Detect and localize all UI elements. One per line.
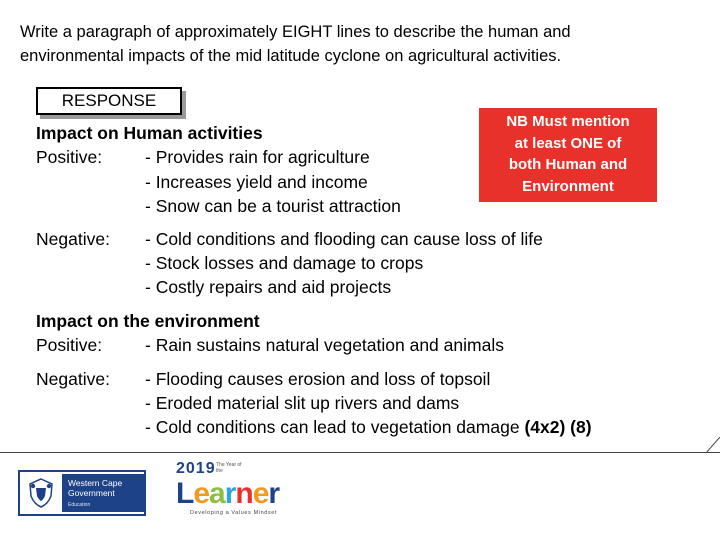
environment-negative-item-with-marks	[145, 415, 592, 440]
question-text	[20, 20, 710, 68]
footer-divider	[0, 452, 720, 453]
human-negative-item: - Cold conditions and flooding can cause loss of life	[145, 229, 543, 249]
learner-year: 2019	[176, 460, 216, 477]
nb-line-2: at least ONE of	[514, 134, 622, 152]
wcg-line-1: Western Cape	[68, 478, 123, 488]
nb-line-3: both Human and	[508, 156, 628, 173]
nb-callout	[479, 108, 657, 202]
learner-wordmark	[176, 478, 279, 510]
learner-year-caption: The Year of the	[216, 462, 242, 474]
learner-letter: a	[209, 477, 225, 510]
nb-line-4: Environment	[522, 177, 614, 195]
marks-allocation: (4x2) (8)	[524, 417, 592, 437]
human-positive-item: - Snow can be a tourist attraction	[145, 196, 401, 216]
environment-positive-label: Positive:	[36, 335, 103, 355]
learner-tagline: Developing a Values Mindset	[190, 510, 278, 516]
human-negative-item: - Stock losses and damage to crops	[145, 253, 424, 273]
learner-letter: L	[176, 477, 194, 510]
human-positive-item: - Increases yield and income	[145, 172, 368, 192]
nb-line-1: NB Must mention	[506, 113, 630, 130]
human-positive-item: - Provides rain for agriculture	[145, 147, 370, 167]
human-negative-item: - Costly repairs and aid projects	[145, 277, 392, 297]
human-positive-label: Positive:	[36, 147, 103, 167]
learner-letter: n	[235, 477, 253, 510]
environment-negative-label: Negative:	[36, 369, 110, 389]
wcg-sub: Education	[68, 502, 91, 508]
environment-negative-item: - Cold conditions can lead to vegetation damage	[145, 417, 520, 437]
environment-positive-item: - Rain sustains natural vegetation and animals	[145, 335, 504, 355]
environment-negative-item: - Eroded material slit up rivers and dams	[145, 393, 460, 413]
wcg-wordmark	[62, 474, 144, 512]
response-label: RESPONSE	[36, 87, 182, 115]
environment-heading: Impact on the environment	[36, 311, 260, 331]
learner-letter: e	[193, 477, 210, 510]
question-line-1: Write a paragraph of approximately EIGHT lines to describe the human and	[20, 23, 571, 41]
footer-notch	[706, 437, 720, 453]
learner-letter: r	[268, 477, 280, 510]
human-heading: Impact on Human activities	[36, 123, 263, 143]
question-line-2: environmental impacts of the mid latitude cyclone on agricultural activities.	[20, 47, 562, 65]
wcg-line-2: Government	[68, 488, 115, 498]
year-of-the-learner-logo	[176, 460, 298, 520]
learner-letter: e	[252, 477, 269, 510]
learner-letter: r	[224, 477, 236, 510]
human-negative-label: Negative:	[36, 229, 110, 249]
coat-of-arms-icon	[24, 476, 58, 510]
environment-negative-item: - Flooding causes erosion and loss of topsoil	[145, 369, 491, 389]
western-cape-government-logo	[18, 470, 146, 516]
